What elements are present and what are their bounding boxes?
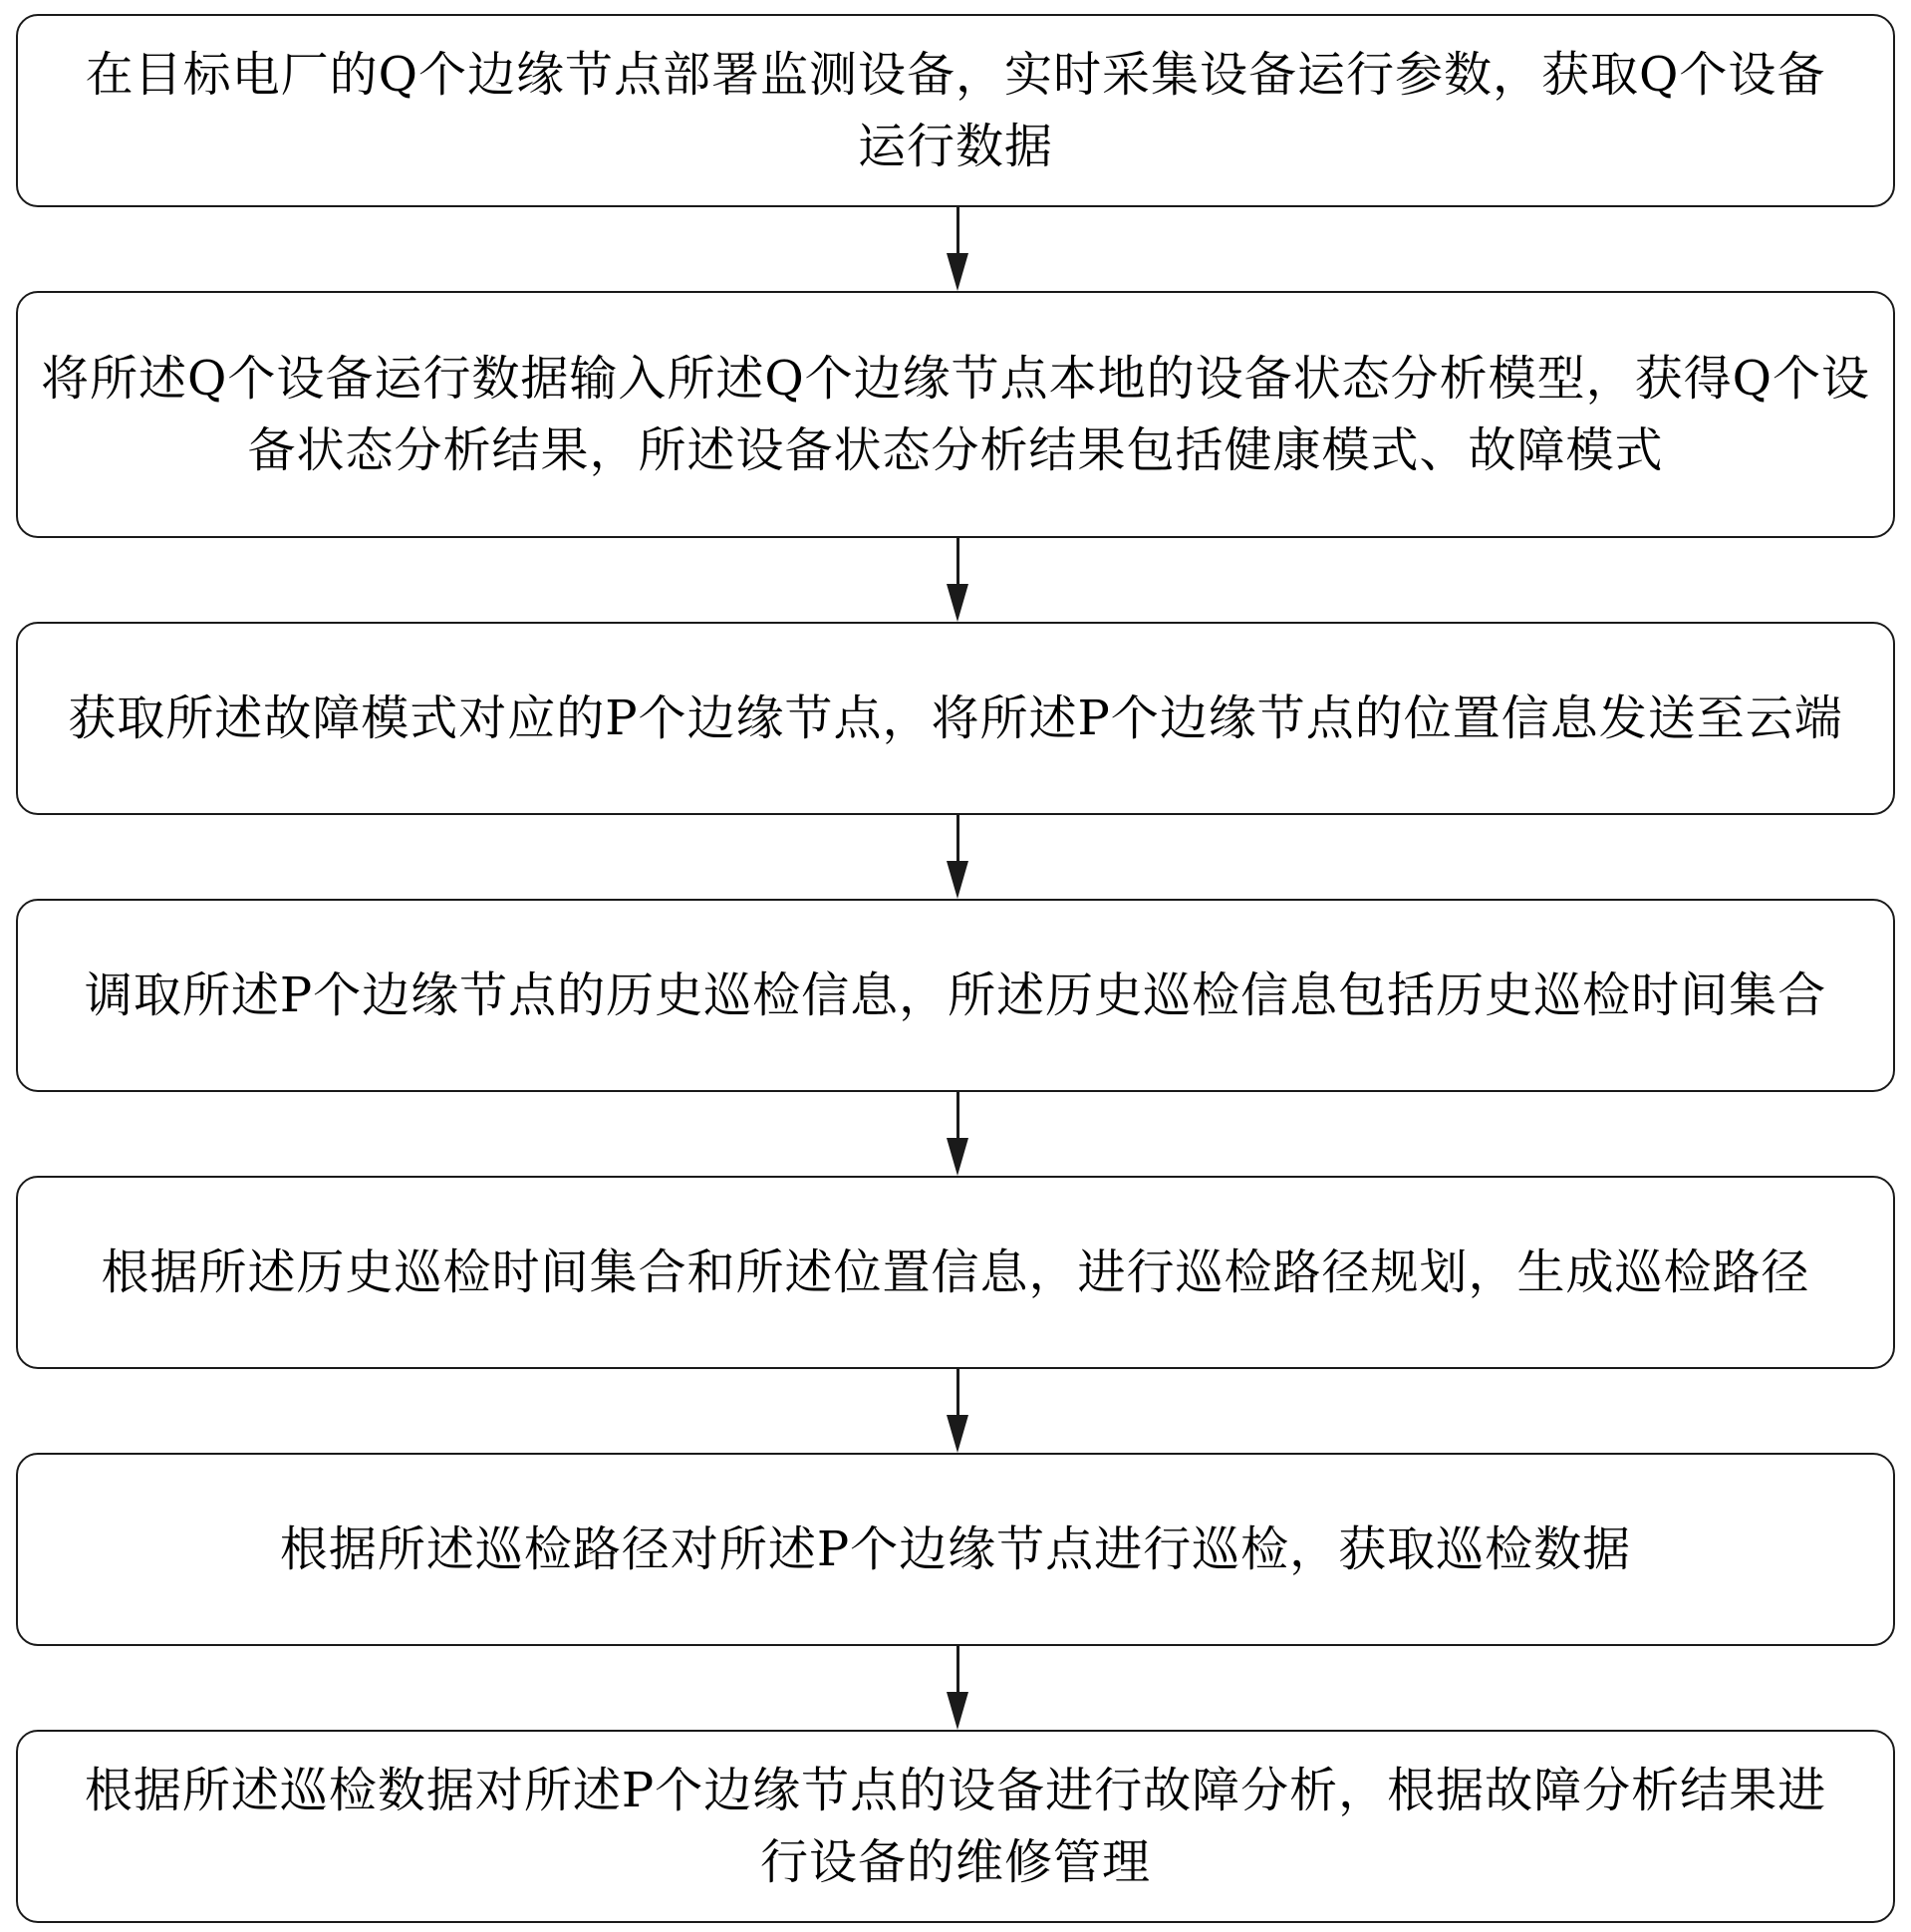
step-7-box — [16, 1730, 1895, 1923]
step-5-box — [16, 1176, 1895, 1369]
step-2-text: 将所述Q个设备运行数据输入所述Q个边缘节点本地的设备状态分析模型，获得Q个设备状态分析结果，所述设备状态分析结果包括健康模式、故障模式 — [40, 351, 1871, 478]
arrow-6-7-shaft — [956, 1646, 959, 1696]
arrow-1-2 — [947, 207, 968, 291]
arrow-3-4-shaft — [956, 815, 959, 865]
arrow-5-6 — [947, 1369, 968, 1453]
arrow-4-5 — [947, 1092, 968, 1176]
arrow-2-3-shaft — [956, 538, 959, 588]
step-3-box — [16, 622, 1895, 815]
arrow-6-7-head — [947, 1692, 968, 1730]
step-5-text: 根据所述历史巡检时间集合和所述位置信息，进行巡检路径规划，生成巡检路径 — [101, 1244, 1810, 1300]
step-6-box — [16, 1453, 1895, 1646]
step-6-text: 根据所述巡检路径对所述P个边缘节点进行巡检，获取巡检数据 — [279, 1521, 1632, 1577]
arrow-1-2-head — [947, 253, 968, 291]
arrow-1-2-shaft — [956, 207, 959, 257]
step-4-text: 调取所述P个边缘节点的历史巡检信息，所述历史巡检信息包括历史巡检时间集合 — [84, 967, 1827, 1023]
arrow-5-6-shaft — [956, 1369, 959, 1419]
arrow-3-4 — [947, 815, 968, 899]
arrow-3-4-head — [947, 861, 968, 899]
arrow-2-3 — [947, 538, 968, 622]
step-3-text: 获取所述故障模式对应的P个边缘节点，将所述P个边缘节点的位置信息发送至云端 — [68, 690, 1843, 746]
arrow-2-3-head — [947, 584, 968, 622]
step-1-box — [16, 14, 1895, 207]
arrow-4-5-shaft — [956, 1092, 959, 1142]
arrow-4-5-head — [947, 1138, 968, 1176]
arrow-5-6-head — [947, 1415, 968, 1453]
step-1-text: 在目标电厂的Q个边缘节点部署监测设备，实时采集设备运行参数，获取Q个设备运行数据 — [85, 47, 1826, 174]
step-4-box — [16, 899, 1895, 1092]
step-2-box — [16, 291, 1895, 538]
arrow-6-7 — [947, 1646, 968, 1730]
step-7-text: 根据所述巡检数据对所述P个边缘节点的设备进行故障分析，根据故障分析结果进行设备的维修管理 — [84, 1763, 1827, 1890]
